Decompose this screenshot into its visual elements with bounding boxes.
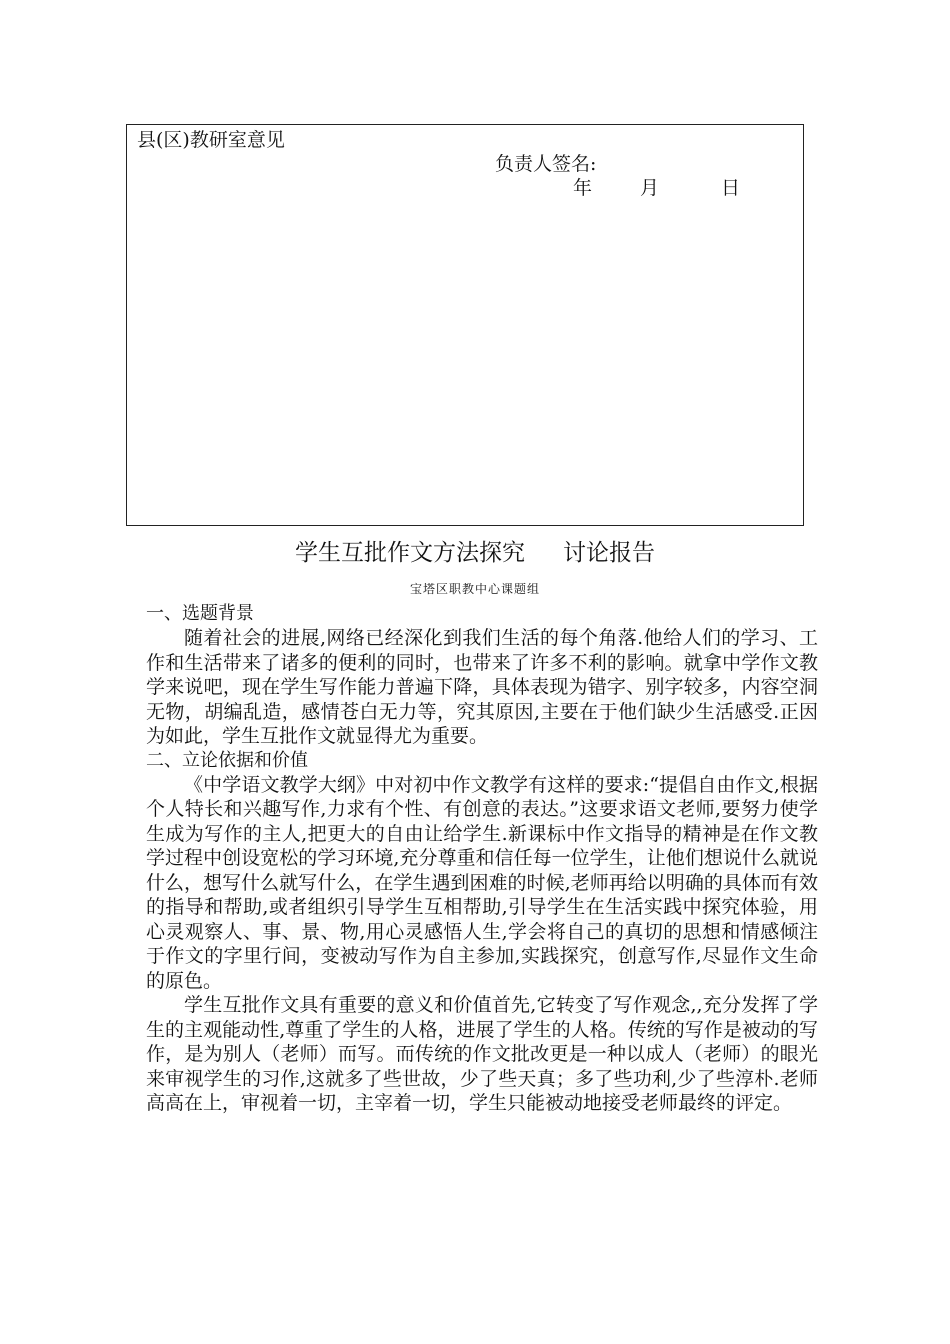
rationale-paragraph-1: 《中学语文教学大纲》中对初中作文教学有这样的要求:“提倡自由作文,根据个人特长和兴趣写作,力求有个性、有创意的表达。”这要求语文老师,要努力使学生成为写作的主人,把更大的自由让给学生.新课标中作文指导的精神是在作文教学过程中创设宽松的学习环境,充分尊重和信任每一位学生，让他们想说什么就说什么，想写什么就写什么，在学生遇到困难的时候,老师再给以明确的具体而有效的指导和帮助,或者组织引导学生互相帮助,引导学生在生活实践中探究体验，用心灵观察人、事、景、物,用心灵感悟人生,学会将自己的真切的思想和情感倾注于作文的字里行间，变被动写作为自主参加,实践探究，创意写作,尽显作文生命的原色。 <box>146 773 818 992</box>
report-title-sub: 讨论报告 <box>563 540 655 566</box>
report-title-main: 学生互批作文方法探究 <box>295 540 525 566</box>
signature-label: 负责人签名: <box>495 153 597 175</box>
county-opinion-box <box>126 124 804 526</box>
report-body <box>146 602 818 1116</box>
background-paragraph: 随着社会的进展,网络已经深化到我们生活的每个角落.他给人们的学习、工作和生活带来了诸多的便利的同时，也带来了许多不利的影响。就拿中学作文教学来说吧，现在学生写作能力普遍下降，具体表现为错字、别字较多，内容空洞无物，胡编乱造，感情苍白无力等，究其原因,主要在于他们缺少生活感受.正因为如此，学生互批作文就显得尤为重要。 <box>146 627 818 747</box>
date-year-label: 年 <box>573 177 593 199</box>
section-heading-background: 一、选题背景 <box>146 603 254 624</box>
date-month-label: 月 <box>640 177 660 199</box>
opinion-box-title: 县(区)教研室意见 <box>137 129 285 151</box>
date-day-label: 日 <box>721 177 741 199</box>
report-author: 宝塔区职教中心课题组 <box>409 582 540 596</box>
report-title <box>0 536 950 570</box>
date-row <box>573 175 740 201</box>
section-heading-rationale: 二、立论依据和价值 <box>146 749 308 771</box>
rationale-paragraph-2: 学生互批作文具有重要的意义和价值首先,它转变了写作观念,,充分发挥了学生的主观能动性,尊重了学生的人格，进展了学生的人格。传统的写作是被动的写作，是为别人（老师）而写。而传统的作文批改更是一种以成人（老师）的眼光来审视学生的习作,这就多了些世故，少了些天真；多了些功利,少了些淳朴.老师高高在上，审视着一切，主宰着一切，学生只能被动地接受老师最终的评定。 <box>146 994 818 1114</box>
